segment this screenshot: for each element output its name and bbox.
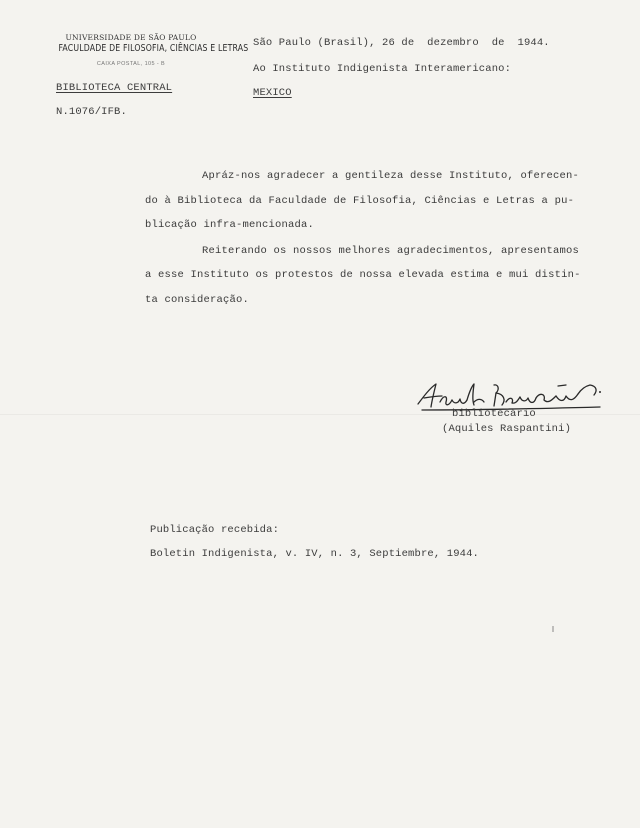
letterhead-caixa-postal: CAIXA POSTAL, 105 - B bbox=[96, 61, 166, 67]
letterhead-department: BIBLIOTECA CENTRAL bbox=[56, 82, 173, 94]
paper-speck bbox=[552, 626, 554, 632]
letterhead-university: UNIVERSIDADE DE SÃO PAULO bbox=[65, 33, 197, 42]
signature-name: (Aquiles Raspantini) bbox=[442, 423, 572, 435]
body-line: ta consideração. bbox=[145, 294, 250, 306]
publication-item: Boletin Indigenista, v. IV, n. 3, Septiembre, 1944. bbox=[150, 548, 480, 560]
body-line: Reiterando os nossos melhores agradecimentos, apresentamos bbox=[202, 245, 580, 257]
body-line: blicação infra-mencionada. bbox=[145, 219, 315, 231]
letter-date: São Paulo (Brasil), 26 de dezembro de 1944. bbox=[253, 37, 550, 49]
body-line: do à Biblioteca da Faculdade de Filosofia, Ciências e Letras a pu- bbox=[145, 195, 575, 207]
letter-location: MEXICO bbox=[253, 87, 292, 99]
body-line: a esse Instituto os protestos de nossa elevada estima e mui distin- bbox=[145, 269, 581, 281]
letterhead-faculty: FACULDADE DE FILOSOFIA, CIÊNCIAS E LETRAS bbox=[58, 43, 249, 54]
signature-title: bibliotecário bbox=[452, 408, 536, 420]
letter-recipient: Ao Instituto Indigenista Interamericano: bbox=[253, 63, 512, 75]
body-line: Apráz-nos agradecer a gentileza desse Instituto, oferecen- bbox=[202, 170, 580, 182]
letter-reference: N.1076/IFB. bbox=[56, 106, 127, 118]
publication-label: Publicação recebida: bbox=[150, 524, 280, 536]
